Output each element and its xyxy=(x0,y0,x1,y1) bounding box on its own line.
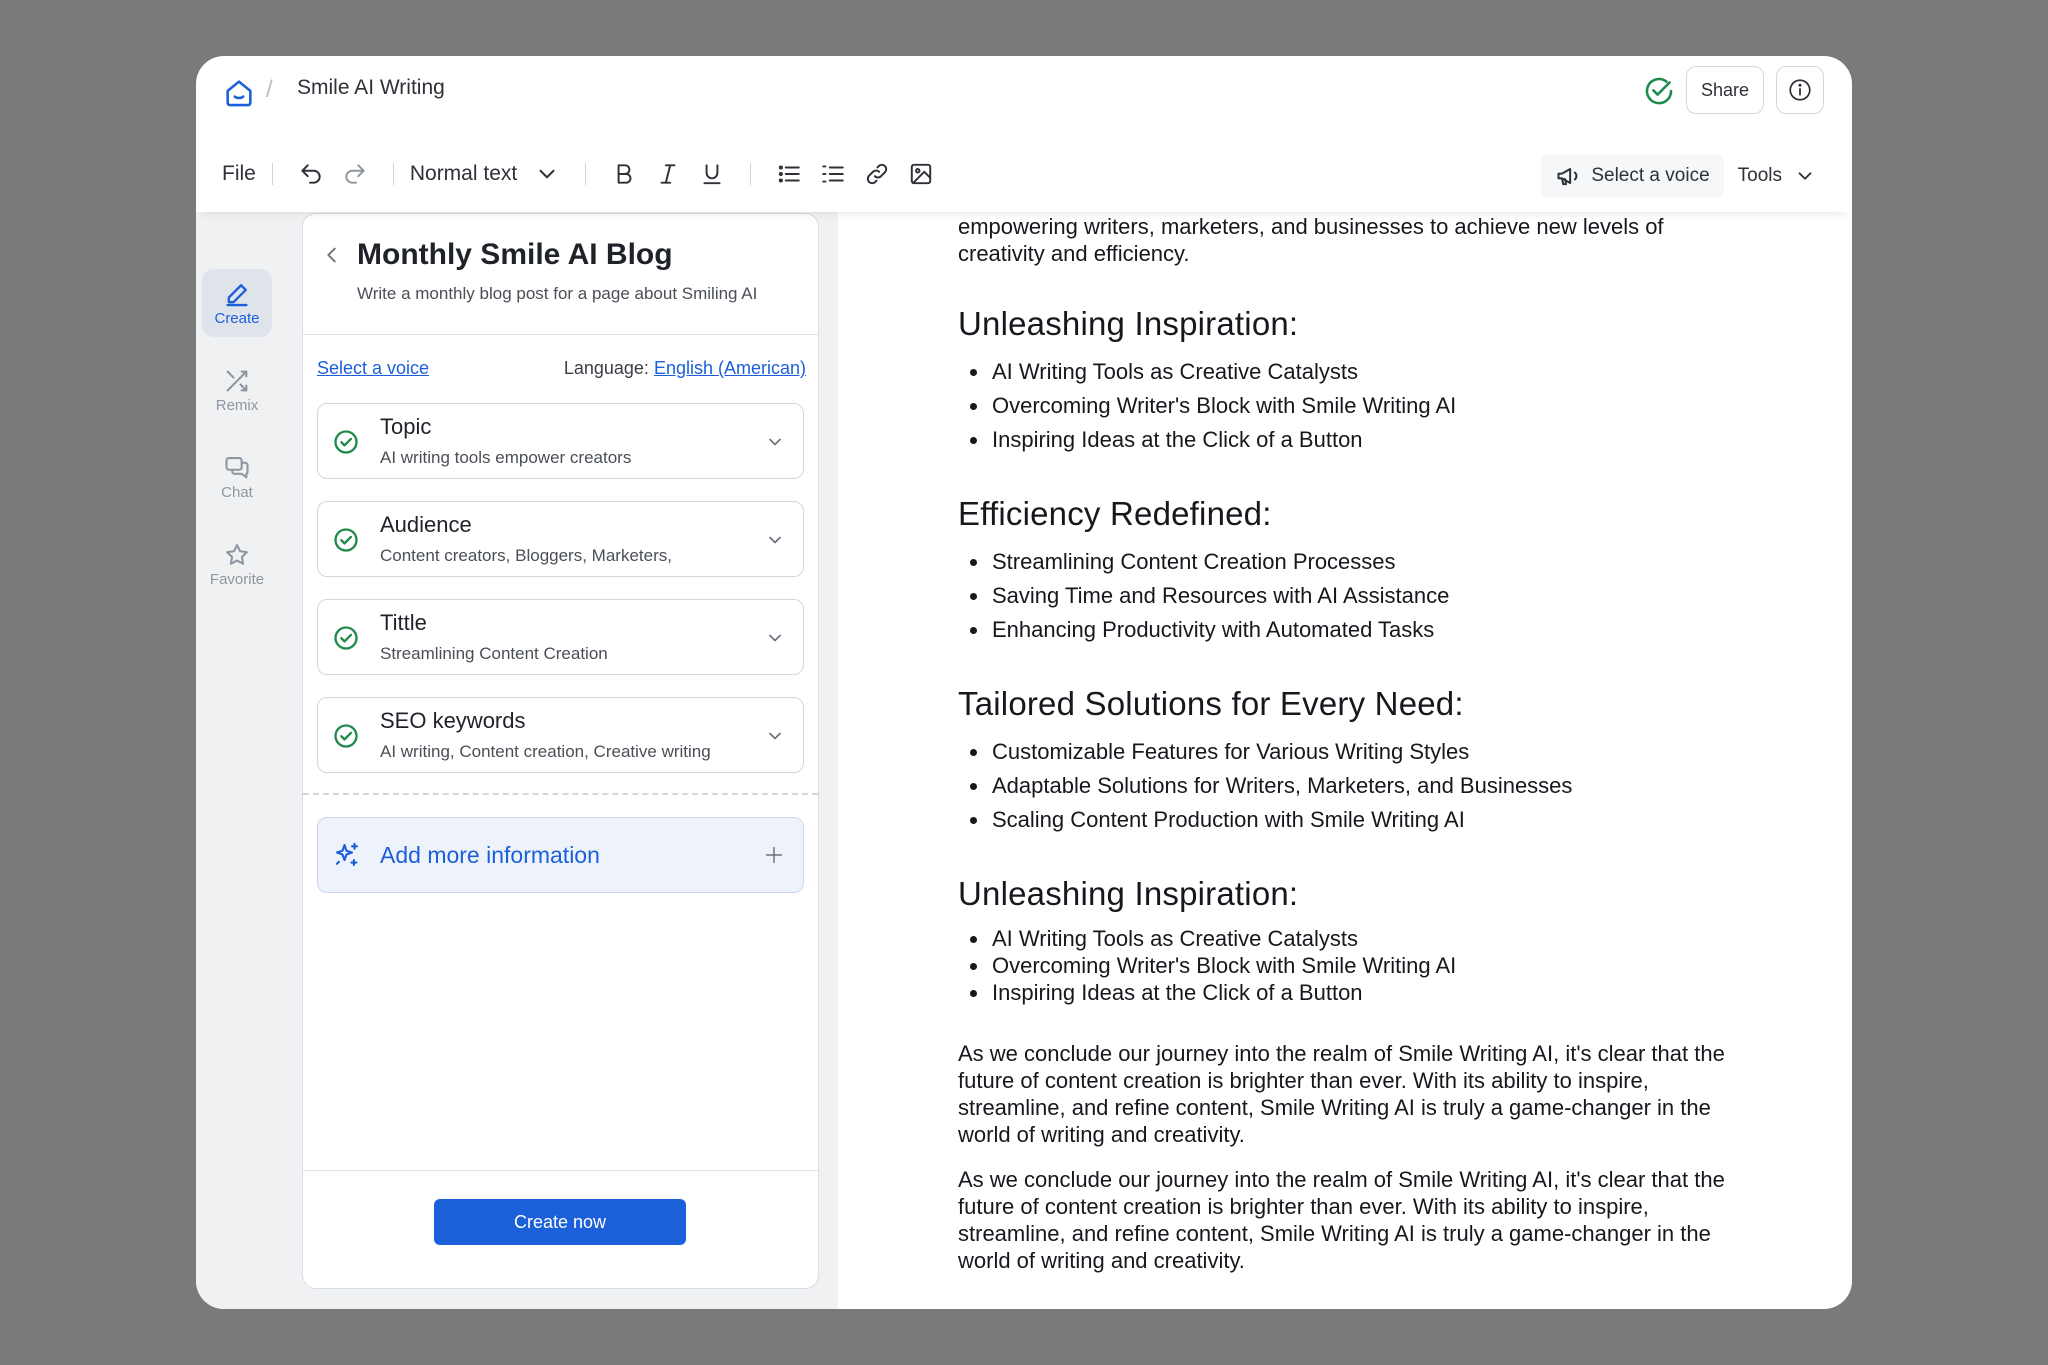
list-item: Overcoming Writer's Block with Smile Writing AI xyxy=(958,389,1738,423)
section-heading: Unleashing Inspiration: xyxy=(958,875,1299,912)
left-rail xyxy=(196,212,282,1309)
italic-icon[interactable] xyxy=(652,158,684,190)
rail-item-remix[interactable] xyxy=(202,356,272,424)
field-seo-keywords[interactable] xyxy=(317,697,804,773)
undo-icon[interactable] xyxy=(295,158,327,190)
check-circle-icon xyxy=(332,624,360,652)
rail-item-chat[interactable] xyxy=(202,443,272,511)
check-circle-icon xyxy=(332,428,360,456)
panel-title: Monthly Smile AI Blog xyxy=(357,238,673,271)
field-audience[interactable] xyxy=(317,501,804,577)
chat-icon xyxy=(223,454,251,482)
rail-label-chat: Chat xyxy=(221,483,253,501)
field-title[interactable] xyxy=(317,599,804,675)
field-topic[interactable] xyxy=(317,403,804,479)
document-title[interactable]: Smile AI Writing xyxy=(297,76,445,99)
bullet-list xyxy=(958,925,1738,1006)
list-item: AI Writing Tools as Creative Catalysts xyxy=(958,355,1738,389)
plus-icon xyxy=(763,844,785,866)
section-heading: Tailored Solutions for Every Need: xyxy=(958,685,1464,722)
toolbar-divider xyxy=(393,163,394,185)
field-value: AI writing, Content creation, Creative writing xyxy=(380,742,711,761)
add-more-label: Add more information xyxy=(380,842,600,868)
document-body[interactable] xyxy=(958,186,1738,1274)
app-window xyxy=(196,56,1852,1309)
create-panel xyxy=(302,213,819,1289)
chevron-down-icon xyxy=(1794,165,1816,187)
field-label: Tittle xyxy=(380,610,427,635)
bullet-list xyxy=(958,355,1738,457)
editor-toolbar xyxy=(196,136,1852,212)
home-icon[interactable] xyxy=(222,76,256,110)
list-item: Enhancing Productivity with Automated Tasks xyxy=(958,613,1738,647)
breadcrumb-separator: / xyxy=(266,76,273,103)
section-heading: Efficiency Redefined: xyxy=(958,495,1272,532)
field-label: Audience xyxy=(380,512,472,537)
list-item: Overcoming Writer's Block with Smile Writing AI xyxy=(958,952,1738,979)
bullet-list xyxy=(958,545,1738,647)
field-value: Content creators, Bloggers, Marketers, xyxy=(380,546,672,565)
star-icon xyxy=(223,541,251,569)
panel-subtitle: Write a monthly blog post for a page about Smiling AI xyxy=(357,284,758,303)
redo-icon[interactable] xyxy=(339,158,371,190)
check-circle-icon xyxy=(1642,74,1676,108)
numbered-list-icon[interactable] xyxy=(817,158,849,190)
info-icon xyxy=(1787,77,1813,103)
list-item: Saving Time and Resources with AI Assistance xyxy=(958,579,1738,613)
language-label: Language: xyxy=(563,358,649,378)
field-label: Topic xyxy=(380,414,432,439)
list-item: Inspiring Ideas at the Click of a Button xyxy=(958,979,1738,1006)
select-voice-link[interactable]: Select a voice xyxy=(317,358,430,378)
top-bar xyxy=(196,56,1852,136)
chevron-down-icon xyxy=(765,628,785,648)
share-button[interactable]: Share xyxy=(1686,66,1764,114)
field-value: AI writing tools empower creators xyxy=(380,448,632,467)
rail-item-create[interactable] xyxy=(202,269,272,337)
rail-label-favorite: Favorite xyxy=(209,570,265,588)
document-paragraph: As we conclude our journey into the realm of Smile Writing AI, it's clear that the future of content creation is brighter than ever. With its ability to inspire, streamline, and refine content, Smile Writing AI is truly a game-changer in the world of writing and creativity. xyxy=(958,1167,1725,1273)
text-style-select[interactable]: Normal text xyxy=(409,162,518,185)
language-selector xyxy=(564,358,806,379)
shuffle-icon xyxy=(223,367,251,395)
field-label: SEO keywords xyxy=(380,708,526,733)
list-item: Customizable Features for Various Writing Styles xyxy=(958,735,1738,769)
section-heading: Unleashing Inspiration: xyxy=(958,305,1299,342)
rail-label-create: Create xyxy=(214,309,260,327)
rail-label-remix: Remix xyxy=(215,396,259,414)
back-icon[interactable] xyxy=(321,244,343,266)
list-item: Inspiring Ideas at the Click of a Button xyxy=(958,423,1738,457)
info-button[interactable] xyxy=(1776,66,1824,114)
document-intro: empowering writers, marketers, and businesses to achieve new levels of creativity and efficiency. xyxy=(958,214,1664,266)
underline-icon[interactable] xyxy=(696,158,728,190)
megaphone-icon xyxy=(1555,162,1583,190)
rail-item-favorite[interactable] xyxy=(202,530,272,598)
tools-label: Tools xyxy=(1737,165,1782,186)
list-item: Adaptable Solutions for Writers, Marketers, and Businesses xyxy=(958,769,1738,803)
toolbar-right-group xyxy=(1541,154,1830,198)
link-icon[interactable] xyxy=(861,158,893,190)
check-circle-icon xyxy=(332,722,360,750)
panel-divider xyxy=(303,334,818,335)
dashed-divider xyxy=(303,793,818,795)
sparkle-icon xyxy=(332,840,362,870)
chevron-down-icon[interactable] xyxy=(531,158,563,190)
document-paragraph: As we conclude our journey into the realm of Smile Writing AI, it's clear that the future of content creation is brighter than ever. With its ability to inspire, streamline, and refine content, Smile Writing AI is truly a game-changer in the world of writing and creativity. xyxy=(958,1041,1725,1147)
language-link[interactable]: English (American) xyxy=(653,358,806,378)
tools-menu[interactable] xyxy=(1724,157,1830,195)
add-more-information-button[interactable] xyxy=(317,817,804,893)
bullet-list-icon[interactable] xyxy=(773,158,805,190)
toolbar-divider xyxy=(750,163,751,185)
list-item: Streamlining Content Creation Processes xyxy=(958,545,1738,579)
check-circle-icon xyxy=(332,526,360,554)
toolbar-divider xyxy=(585,163,586,185)
pen-icon xyxy=(223,280,251,308)
select-voice-label: Select a voice xyxy=(1591,165,1710,186)
chevron-down-icon xyxy=(765,726,785,746)
chevron-down-icon xyxy=(765,432,785,452)
bold-icon[interactable] xyxy=(608,158,640,190)
list-item: Scaling Content Production with Smile Writing AI xyxy=(958,803,1738,837)
panel-footer-divider xyxy=(303,1170,818,1171)
create-now-button[interactable]: Create now xyxy=(434,1199,686,1245)
select-voice-button[interactable] xyxy=(1541,154,1723,198)
image-icon[interactable] xyxy=(905,158,937,190)
bullet-list xyxy=(958,735,1738,837)
list-item: AI Writing Tools as Creative Catalysts xyxy=(958,925,1738,952)
field-value: Streamlining Content Creation xyxy=(380,644,608,663)
file-menu[interactable]: File xyxy=(222,162,256,185)
chevron-down-icon xyxy=(765,530,785,550)
toolbar-divider xyxy=(272,163,273,185)
